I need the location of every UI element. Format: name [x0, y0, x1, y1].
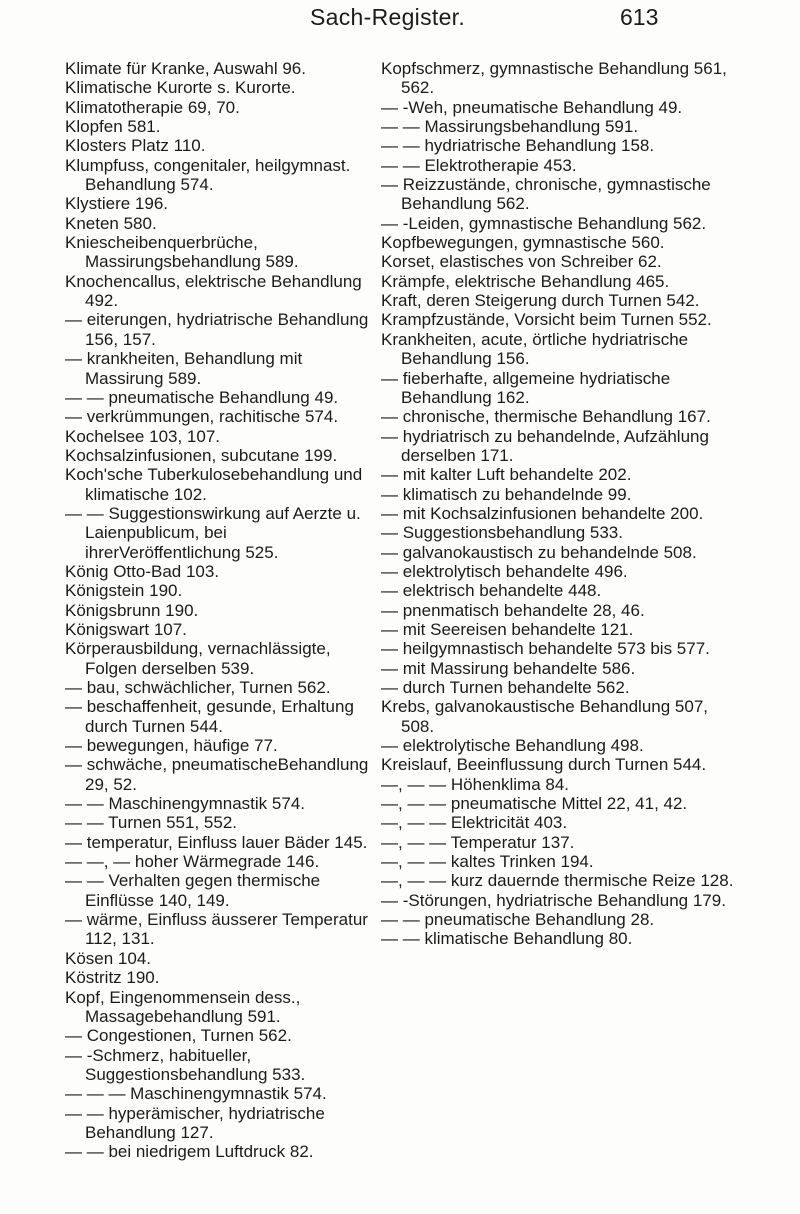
- index-entry: Korset, elastisches von Schreiber 62.: [381, 252, 662, 272]
- index-entry: —, — — kaltes Trinken 194.: [381, 852, 594, 872]
- index-entry: Knochencallus, elektrische Behandlung 492.: [65, 271, 362, 311]
- index-entry: — elektrolytisch behandelte 496.: [381, 561, 628, 581]
- index-entry: —, — — kurz dauernde thermische Reize 128.: [381, 871, 734, 891]
- index-entry: — schwäche, pneumatischeBehandlung 29, 52.: [65, 755, 369, 794]
- index-entry: — — Massirungsbehandlung 591.: [381, 117, 639, 137]
- index-entry: Kreislauf, Beeinflussung durch Turnen 544.: [381, 755, 707, 775]
- index-entry: — — pneumatische Behandlung 28.: [381, 910, 655, 930]
- index-entry: Kösen 104.: [65, 948, 152, 968]
- index-entry: — elektrisch behandelte 448.: [381, 581, 602, 601]
- index-entry: — klimatisch zu behandelnde 99.: [381, 484, 632, 504]
- index-entry: — Reizzustände, chronische, gymnastische Behandlung 562.: [381, 175, 711, 214]
- index-entry: — —, — hoher Wärmegrade 146.: [65, 852, 320, 872]
- index-entry: — — Turnen 551, 552.: [65, 813, 237, 833]
- index-entry: — -Leiden, gymnastische Behandlung 562.: [381, 213, 707, 233]
- index-entry: — — Suggestionswirkung auf Aerzte u. Laienpublicum, bei ihrerVeröffentlichung 525.: [65, 503, 361, 562]
- index-entry: König Otto-Bad 103.: [65, 561, 220, 581]
- index-entry: — bewegungen, häufige 77.: [65, 736, 278, 756]
- index-entry: — — hyperämischer, hydriatrische Behandlung 127.: [65, 1103, 325, 1142]
- index-entry: Krebs, galvanokaustische Behandlung 507, 508.: [381, 697, 709, 736]
- index-entry: — — bei niedrigem Luftdruck 82.: [65, 1142, 314, 1162]
- index-entry: — -Weh, pneumatische Behandlung 49.: [381, 97, 683, 117]
- index-entry: Klopfen 581.: [65, 117, 161, 137]
- index-column-right: [381, 59, 741, 949]
- index-entry: — mit Kochsalzinfusionen behandelte 200.: [381, 503, 704, 523]
- index-entry: Kniescheibenquerbrüche, Massirungsbehandlung 589.: [65, 233, 299, 272]
- index-entry: Klosters Platz 110.: [65, 136, 206, 156]
- index-entry: — -Störungen, hydriatrische Behandlung 179.: [381, 890, 726, 910]
- index-entry: Kopfbewegungen, gymnastische 560.: [381, 233, 665, 253]
- index-entry: — pnenmatisch behandelte 28, 46.: [381, 600, 645, 620]
- index-entry: — beschaffenheit, gesunde, Erhaltung durch Turnen 544.: [65, 697, 354, 736]
- index-entry: — — pneumatische Behandlung 49.: [65, 387, 339, 407]
- index-entry: — — hydriatrische Behandlung 158.: [381, 136, 655, 156]
- index-entry: Krampfzustände, Vorsicht beim Turnen 552.: [381, 310, 712, 330]
- index-entry: — heilgymnastisch behandelte 573 bis 577.: [381, 639, 710, 659]
- index-entry: — temperatur, Einfluss lauer Bäder 145.: [65, 832, 368, 852]
- index-entry: Kopf, Eingenommensein dess., Massagebehandlung 591.: [65, 987, 301, 1026]
- index-entry: — — Maschinengymnastik 574.: [65, 794, 305, 814]
- index-entry: Kneten 580.: [65, 213, 157, 233]
- index-entry: — durch Turnen behandelte 562.: [381, 678, 630, 697]
- index-entry: — chronische, thermische Behandlung 167.: [381, 407, 711, 427]
- index-entry: — -Schmerz, habitueller, Suggestionsbehandlung 533.: [65, 1045, 306, 1084]
- index-entry: — hydriatrisch zu behandelnde, Aufzählung derselben 171.: [381, 426, 709, 465]
- index-entry: — mit kalter Luft behandelte 202.: [381, 465, 632, 485]
- index-entry: Klystiere 196.: [65, 194, 168, 214]
- index-entry: Kochelsee 103, 107.: [65, 426, 221, 446]
- index-entry: — — — Maschinengymnastik 574.: [65, 1084, 327, 1104]
- index-entry: — Congestionen, Turnen 562.: [65, 1026, 292, 1046]
- index-entry: Kraft, deren Steigerung durch Turnen 542.: [381, 291, 700, 311]
- index-entry: — verkrümmungen, rachitische 574.: [65, 407, 339, 427]
- index-entry: Krämpfe, elektrische Behandlung 465.: [381, 271, 670, 291]
- index-entry: Königstein 190.: [65, 581, 183, 601]
- index-entry: Klimatische Kurorte s. Kurorte.: [65, 78, 296, 98]
- index-entry: — — Verhalten gegen thermische Einflüsse 140, 149.: [65, 871, 321, 910]
- index-entry: Kopfschmerz, gymnastische Behandlung 561, 562.: [381, 59, 727, 98]
- index-entry: — — klimatische Behandlung 80.: [381, 929, 633, 949]
- index-entry: — mit Seereisen behandelte 121.: [381, 619, 634, 639]
- index-entry: —, — — Temperatur 137.: [381, 832, 575, 852]
- index-entry: — eiterungen, hydriatrische Behandlung 156, 157.: [65, 310, 369, 349]
- index-entry: Klumpfuss, congenitaler, heilgymnast. Behandlung 574.: [65, 155, 351, 195]
- index-entry: Kochsalzinfusionen, subcutane 199.: [65, 445, 338, 465]
- index-entry: — bau, schwächlicher, Turnen 562.: [65, 678, 331, 697]
- index-entry: —, — — Elektricität 403.: [381, 813, 568, 833]
- index-entry: —, — — Höhenklima 84.: [381, 774, 570, 794]
- index-entry: — wärme, Einfluss äusserer Temperatur 112, 131.: [65, 910, 368, 949]
- index-entry: —, — — pneumatische Mittel 22, 41, 42.: [381, 794, 688, 814]
- page-header-title: Sach-Register.: [310, 4, 466, 30]
- index-entry: Körperausbildung, vernachlässigte, Folgen derselben 539.: [65, 639, 331, 678]
- index-entry: Koch'sche Tuberkulosebehandlung und klimatische 102.: [65, 465, 363, 504]
- index-entry: Königswart 107.: [65, 619, 187, 639]
- index-entry: Klimatotherapie 69, 70.: [65, 97, 240, 117]
- index-entry: — fieberhafte, allgemeine hydriatische Behandlung 162.: [381, 368, 671, 407]
- index-entry: Köstritz 190.: [65, 968, 160, 988]
- index-entry: — elektrolytische Behandlung 498.: [381, 736, 644, 756]
- index-entry: — galvanokaustisch zu behandelnde 508.: [381, 542, 697, 562]
- index-entry: Krankheiten, acute, örtliche hydriatrische Behandlung 156.: [381, 329, 689, 369]
- index-column-left: [65, 59, 373, 1162]
- page-number: 613: [620, 4, 659, 30]
- index-entry: — mit Massirung behandelte 586.: [381, 658, 636, 678]
- index-entry: — Suggestionsbehandlung 533.: [381, 523, 623, 543]
- index-entry: — krankheiten, Behandlung mit Massirung 589.: [65, 349, 303, 388]
- index-entry: Königsbrunn 190.: [65, 600, 199, 620]
- index-entry: Klimate für Kranke, Auswahl 96.: [65, 59, 306, 78]
- index-entry: — — Elektrotherapie 453.: [381, 155, 577, 175]
